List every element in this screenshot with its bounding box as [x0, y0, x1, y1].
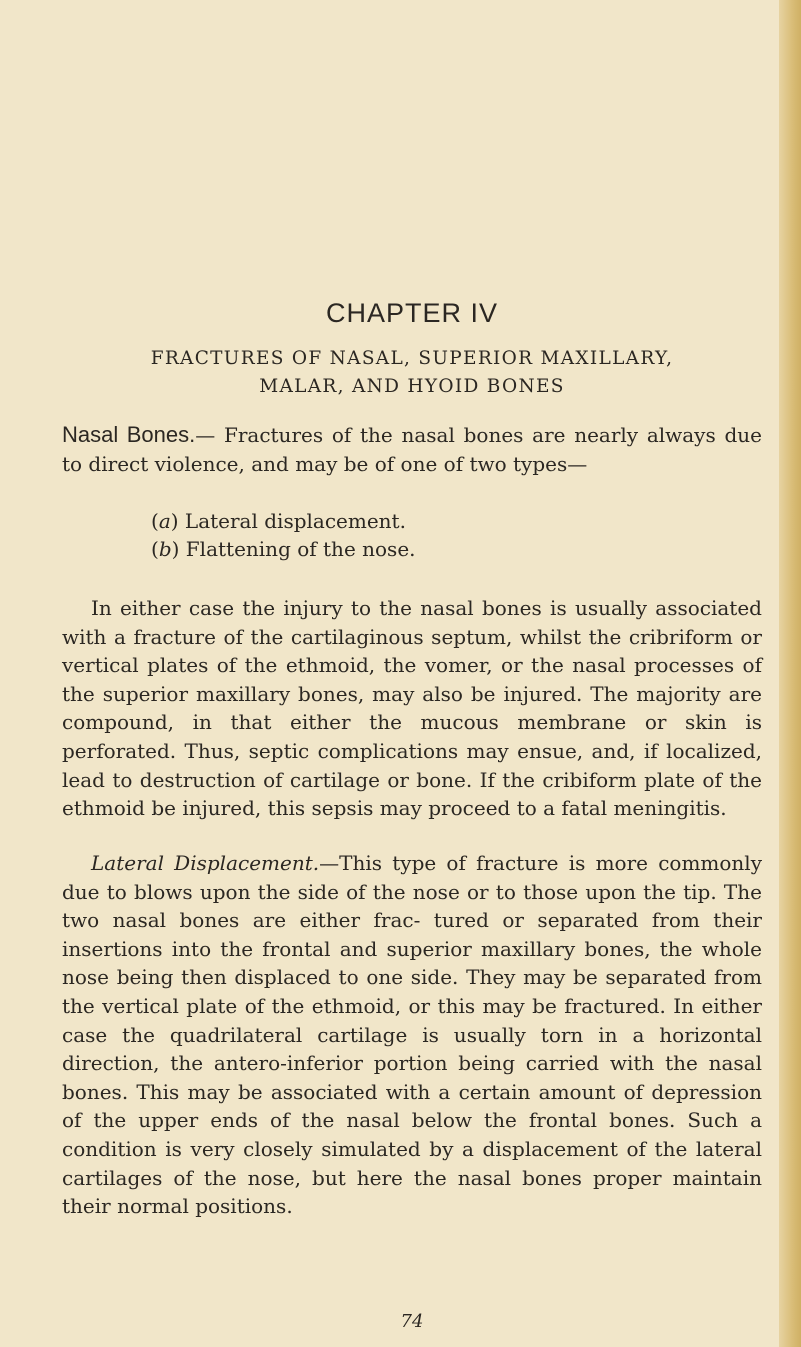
list-text-b: Flattening of the nose.	[185, 537, 416, 561]
chapter-subtitle-line-2: MALAR, AND HYOID BONES	[259, 376, 565, 397]
page-number: 74	[400, 1311, 424, 1332]
paragraph-nasal-bones	[62, 421, 762, 478]
section-lead-lateral-displacement: Lateral Displacement.	[91, 851, 320, 875]
page-edge-shadow	[779, 0, 801, 1347]
paragraph-1-text: — Fractures of the nasal bones are nearly always due to direct violence, and may be of one of two types—	[62, 423, 762, 476]
paragraph-3-text: —This type of fracture is more commonly due to blows upon the side of the nose or to those upon the tip. The two nasal bones are either frac- tured or separated from their insertions into the frontal and superior maxillary bones, the whole nose being then displaced to one side. They may be separated from the vertical plate of the ethmoid, or this may be fractured. In either case the quadrilateral cartilage is usually torn in a horizontal direction, the antero-inferior portion being carried with the nasal bones. This may be associated with a certain amount of depression of the upper ends of the nasal below the frontal bones. Such a condition is very closely simulated by a displacement of the lateral cartilages of the nose, but here the nasal bones proper maintain their normal positions.	[62, 851, 763, 1219]
list-marker-b: b	[158, 537, 172, 561]
list-item-b: (b) Flattening of the nose.	[151, 537, 416, 561]
paragraph-lateral-displacement	[62, 849, 762, 1221]
list-marker-a: a	[158, 509, 171, 533]
chapter-heading: CHAPTER IV	[325, 298, 499, 328]
section-lead-nasal-bones: Nasal Bones.	[62, 422, 196, 447]
book-page	[62, 0, 762, 1347]
list-item-a: (a) Lateral displacement.	[151, 509, 406, 533]
paragraph-injury: In either case the injury to the nasal bones is usually associated with a fracture of the cartilaginous septum, whilst the cribriform or vertical plates of the ethmoid, the vomer, or the nasal processes of the superior maxillary bones, may also be injured. The majority are compound, in that either the mucous membrane or skin is perforated. Thus, septic complications may ensue, and, if localized, lead to destruction of cartilage or bone. If the cribiform plate of the ethmoid be injured, this sepsis may proceed to a fatal meningitis.	[62, 596, 762, 821]
list-text-a: Lateral displacement.	[184, 509, 406, 533]
chapter-subtitle-line-1: FRACTURES OF NASAL, SUPERIOR MAXILLARY,	[150, 348, 674, 369]
